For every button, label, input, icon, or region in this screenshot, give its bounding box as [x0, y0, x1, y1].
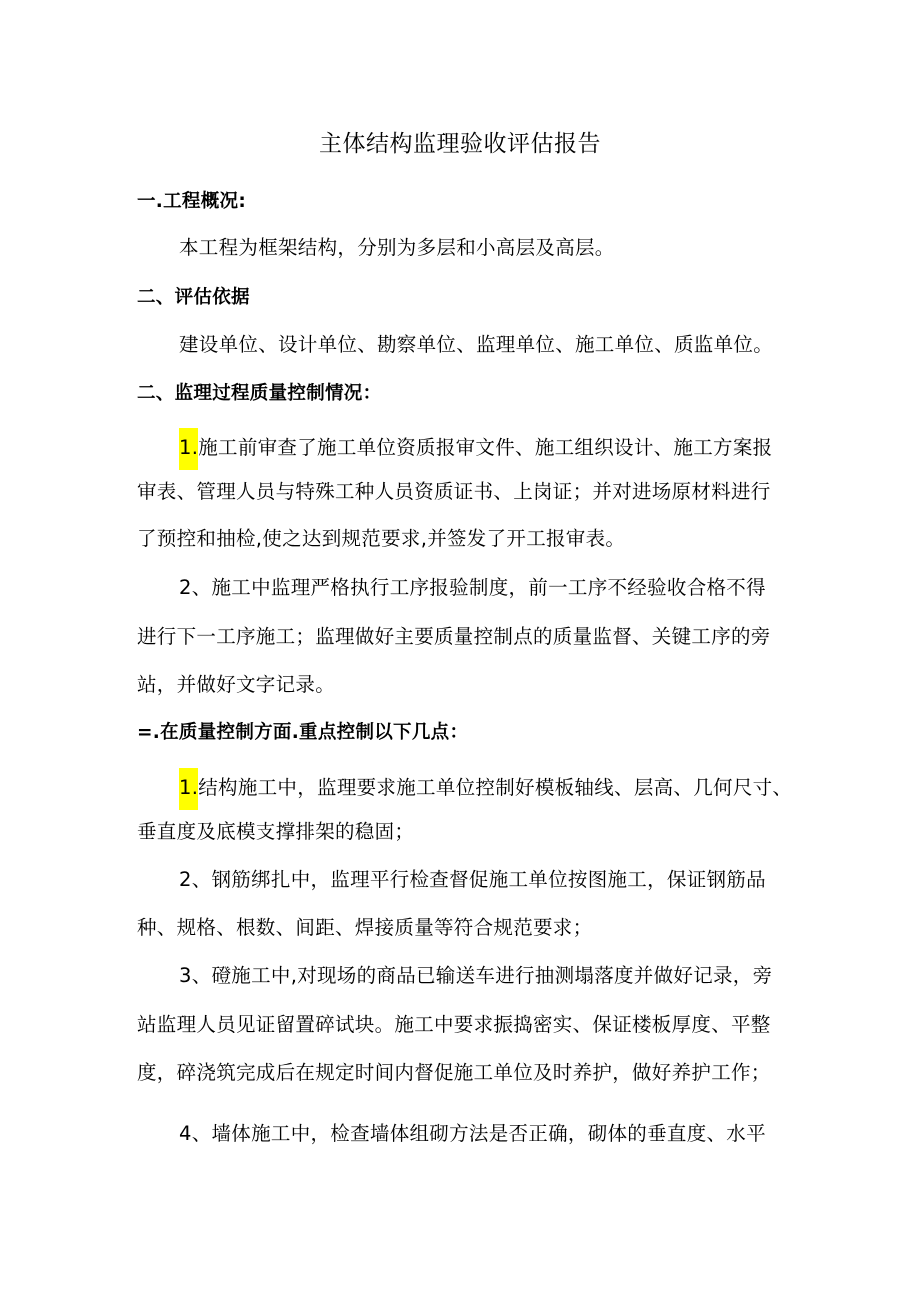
highlighted-item-number: 1.	[179, 768, 198, 810]
control-item-2-line-1: 2、钢筋绑扎中，监理平行检查督促施工单位按图施工，保证钢筋品	[179, 868, 766, 891]
control-heading: =.在质量控制方面.重点控制以下几点：	[137, 722, 469, 743]
control-item-2-line-2: 种、规格、根数、间距、焊接质量等符合规范要求；	[137, 916, 593, 939]
control-item-3-line-2: 站监理人员见证留置碎试块。施工中要求振捣密实、保证楼板厚度、平整	[137, 1013, 771, 1036]
process-item-1-line-3: 了预控和抽检,使之达到规范要求,并签发了开工报审表。	[137, 527, 626, 550]
control-item-1-line-1	[179, 768, 792, 810]
process-heading: 二、监理过程质量控制情况：	[137, 383, 382, 404]
basis-heading: 二、评估依据	[137, 287, 250, 308]
control-item-3-line-3: 度，碎浇筑完成后在规定时间内督促施工单位及时养护，做好养护工作；	[137, 1061, 771, 1084]
highlighted-item-number: 1.	[179, 428, 198, 470]
document-title: 主体结构监理验收评估报告	[319, 131, 601, 157]
basis-text: 建设单位、设计单位、勘察单位、监理单位、施工单位、质监单位。	[179, 333, 774, 356]
control-item-4-line-1: 4、墙体施工中，检查墙体组砌方法是否正确，砌体的垂直度、水平	[179, 1122, 766, 1145]
process-item-1-text: 施工前审查了施工单位资质报审文件、施工组织设计、施工方案报	[198, 436, 773, 459]
control-item-1-text: 结构施工中，监理要求施工单位控制好模板轴线、层高、几何尺寸、	[198, 776, 793, 799]
process-item-2-line-3: 站，并做好文字记录。	[137, 673, 336, 696]
overview-heading: 一.工程概况:	[137, 191, 247, 212]
process-item-2-line-1: 2、施工中监理严格执行工序报验制度，前一工序不经验收合格不得	[179, 576, 766, 599]
process-item-2-line-2: 进行下一工序施工；监理做好主要质量控制点的质量监督、关键工序的旁	[137, 625, 771, 648]
process-item-1-line-1	[179, 428, 772, 470]
control-item-1-line-2: 垂直度及底模支撑排架的稳固；	[137, 820, 415, 843]
process-item-1-line-2: 审表、管理人员与特殊工种人员资质证书、上岗证；并对进场原材料进行	[137, 480, 771, 503]
overview-text: 本工程为框架结构，分别为多层和小高层及高层。	[179, 236, 615, 259]
control-item-3-line-1: 3、磴施工中,对现场的商品已输送车进行抽测塌落度并做好记录，旁	[179, 964, 773, 987]
